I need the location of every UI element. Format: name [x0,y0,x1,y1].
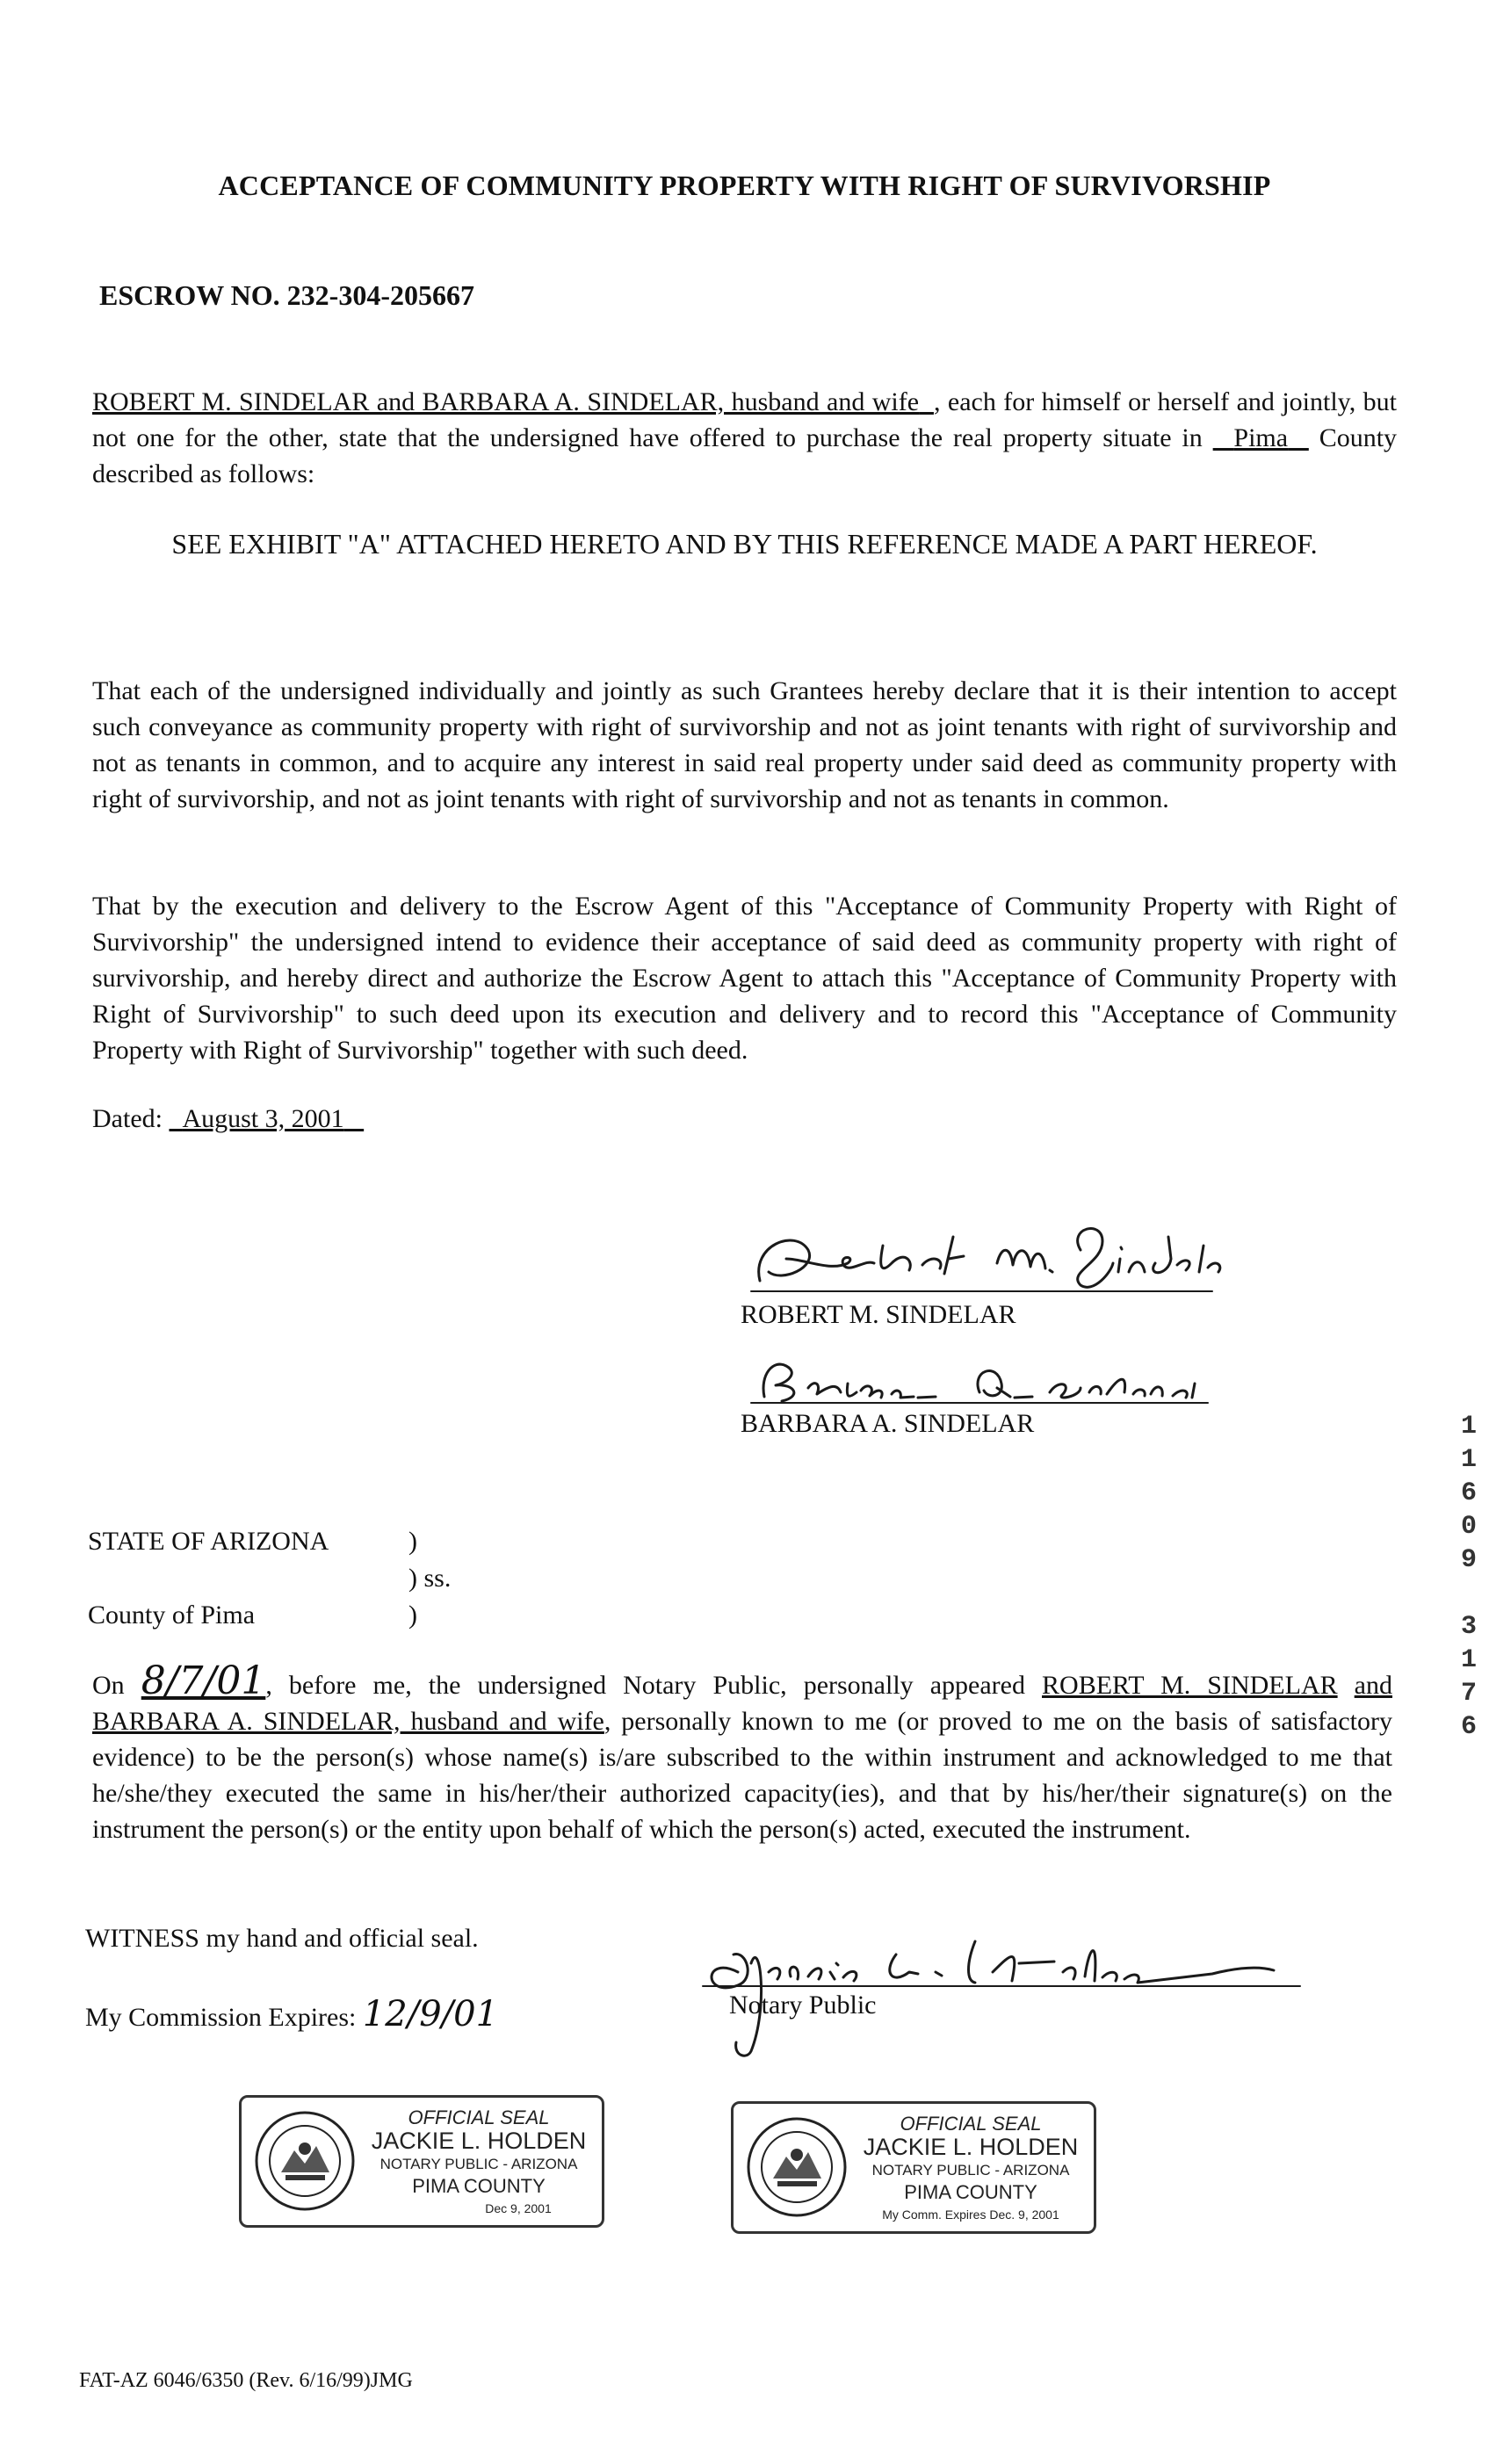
notary-appeared-line-1: ROBERT M. SINDELAR [1042,1671,1338,1700]
notary-seal-left [239,2095,604,2228]
recording-digit: 1 [1460,1445,1477,1475]
seal-left-line-5: Dec 9, 2001 [485,2201,552,2215]
recording-digit: 6 [1460,1712,1477,1742]
notary-on: On [92,1671,125,1700]
county-name: Pima [1233,423,1289,452]
paragraph-execution: That by the execution and delivery to the Escrow Agent of this "Acceptance of Community Property with Right of Survivorship" the undersigned intend to evidence their acceptance of said deed as community property with right of survivorship, and hereby direct and authorize the Escrow Agent to attach this "Acceptance of Community Property with Right of Survivorship" to such deed upon its execution and delivery and to record this "Acceptance of Community Property with Right of Survivorship" together with such deed. [92,892,1397,1065]
recording-number-vertical [1460,1410,1478,1744]
recording-digit: 3 [1460,1612,1477,1642]
notary-paragraph [92,1658,1392,1847]
signer-name-barbara: BARBARA A. SINDELAR [741,1409,1035,1438]
seal-left-line-3: NOTARY PUBLIC - ARIZONA [379,2156,578,2172]
commission-label: My Commission Expires: [85,2003,357,2032]
exhibit-reference: SEE EXHIBIT "A" ATTACHED HERETO AND BY THIS REFERENCE MADE A PART HEREOF. [171,528,1318,560]
recording-digit [1460,1577,1478,1610]
recording-digit: 7 [1460,1679,1477,1709]
venue-ss: ) ss. [408,1564,452,1593]
notary-public-label: Notary Public [729,1991,877,2020]
commission-value: 12/9/01 [362,1994,499,2034]
intro-text-1: , each for himself or herself and jointly, but not one for the other, state that the undersigned have offered to purchase the real property situate in [92,387,1397,452]
recording-digit: 9 [1460,1545,1477,1575]
intro-paragraph [92,384,1397,492]
signature-notary [685,1902,1318,2060]
notary-text-2: , personally known to me (or proved to me on the basis of satisfactory evidence) to be the person(s) whose name(s) is/are subscribed to the within instrument and acknowledged to me that he/she/they executed the same in his/her/their authorized capacity(ies), and that by his/her/their signature(s) on the instrument the person(s) or the entity upon behalf of which the person(s) acted, executed the instrument. [92,1707,1392,1844]
recording-digit: 1 [1460,1412,1477,1442]
notary-date-handwritten: 8/7/01 [141,1658,266,1703]
form-footer: FAT-AZ 6046/6350 (Rev. 6/16/99)JMG [79,2369,413,2392]
seal-left-line-2: JACKIE L. HOLDEN [371,2128,587,2154]
signature-barbara [734,1348,1225,1410]
seal-right-line-1: OFFICIAL SEAL [900,2113,1042,2135]
seal-right-line-5: My Comm. Expires Dec. 9, 2001 [882,2207,1059,2222]
seal-left-line-1: OFFICIAL SEAL [408,2106,550,2128]
recording-digit: 6 [1460,1478,1477,1508]
recording-digit: 0 [1460,1512,1477,1542]
seal-right-line-3: NOTARY PUBLIC - ARIZONA [871,2162,1070,2179]
dated-line [92,1104,364,1134]
signature-robert [734,1210,1225,1303]
witness-line: WITNESS my hand and official seal. [85,1924,479,1953]
escrow-number: ESCROW NO. 232-304-205667 [99,279,474,311]
document-title: ACCEPTANCE OF COMMUNITY PROPERTY WITH RIGHT OF SURVIVORSHIP [218,170,1271,201]
seal-right-line-2: JACKIE L. HOLDEN [863,2134,1079,2160]
seal-left-line-4: PIMA COUNTY [412,2175,546,2197]
seal-right-line-4: PIMA COUNTY [904,2181,1037,2203]
paragraph-intention: That each of the undersigned individually and jointly as such Grantees hereby declare that it is their intention to accept such conveyance as community property with right of survivorship and not as joint tenants with right of survivorship and not as tenants in common, and to acquire any interest in said real property under said deed as community property with right of survivorship, and not as joint tenants with right of survivorship and not as tenants in common. [92,676,1397,813]
venue-state: STATE OF ARIZONA [88,1527,329,1556]
recording-digit: 1 [1460,1645,1477,1675]
venue-paren-1: ) [408,1527,417,1556]
arizona-state-seal-icon [742,2113,852,2222]
notary-text-1: , before me, the undersigned Notary Public, personally appeared [265,1671,1025,1700]
dated-label: Dated: [92,1104,163,1133]
intro-text-2: County described as follows: [92,423,1398,488]
venue-county: County of Pima [88,1601,256,1629]
grantees-names: ROBERT M. SINDELAR and BARBARA A. SINDELAR, husband and wife [92,387,920,416]
notary-appeared-line-2: and BARBARA A. SINDELAR, husband and wife [92,1671,1392,1736]
venue-paren-3: ) [408,1601,417,1629]
notary-seal-right [731,2101,1096,2234]
commission-line [85,1994,498,2034]
dated-value: August 3, 2001 [182,1104,344,1133]
signer-name-robert: ROBERT M. SINDELAR [741,1300,1016,1329]
arizona-state-seal-icon [250,2106,360,2216]
